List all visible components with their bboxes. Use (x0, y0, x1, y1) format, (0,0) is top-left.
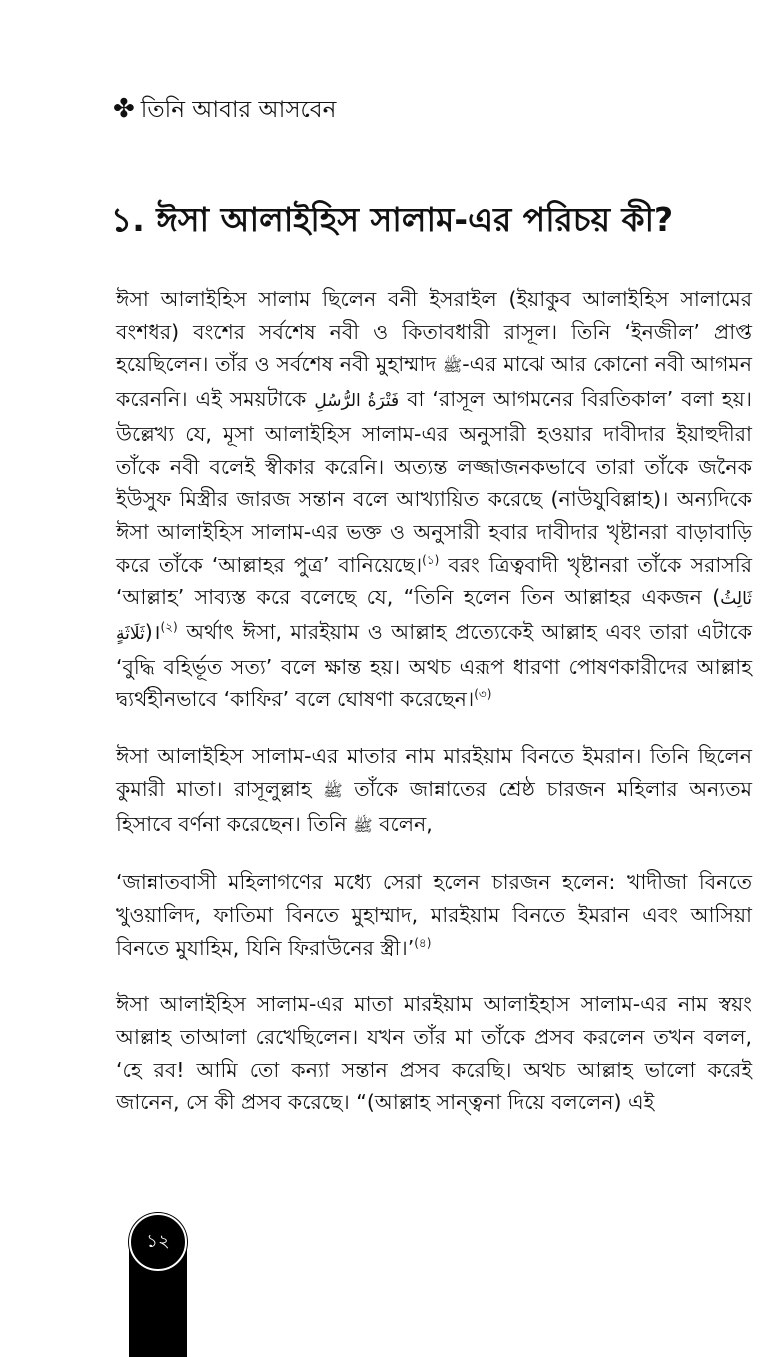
salawat-mark: ﷺ (323, 780, 343, 800)
paragraph-text: ঈসা আলাইহিস সালাম-এর মাতার নাম মারইয়াম বিনতে ইমরান। তিনি ছিলেন কুমারী মাতা। রাসূলুল্লাহ (116, 744, 752, 801)
paragraph-text: বরং ত্রিত্ববাদী খৃষ্টানরা তাঁকে সরাসরি ‘আল্লাহ’ সাব্যস্ত করে বলেছে যে, “তিনি হলেন তিন আল্লাহর একজন ( (116, 552, 752, 610)
paragraph-text: )। (144, 620, 161, 645)
salawat-mark: ﷺ (442, 356, 463, 376)
paragraph-text: বলেন, (372, 811, 433, 836)
paragraph-1 (116, 283, 752, 716)
salawat-mark: ﷺ (353, 815, 373, 835)
running-title: তিনি আবার আসবেন (140, 97, 337, 123)
paragraph-text: -এর মাঝে আর কোনো নবী আগমন করেননি। এই সময়টাকে (116, 352, 753, 412)
paragraph-text: তাঁকে জান্নাতের শ্রেষ্ঠ চারজন মহিলার অন্যতম হিসাবে বর্ণনা করেছেন। তিনি (116, 776, 752, 836)
footnote-ref-4[interactable]: (৪) (414, 935, 432, 950)
paragraph-2 (116, 740, 752, 842)
flower-ornament-icon: ✤ (113, 94, 135, 124)
hadith-quote (116, 866, 752, 964)
paragraph-text: অর্থাৎ ঈসা, মারইয়াম ও আল্লাহ প্রত্যেকেই আল্লাহ এবং তারা এটাকে ‘বুদ্ধি বহির্ভূত সত্য’ বলে ক্ষান্ত হয়। অথচ এরূপ ধারণা পোষণকারীদের আল্লাহ দ্ব্যর্থহীনভাবে ‘কাফির’ বলে ঘোষণা করেছেন। (116, 620, 752, 712)
running-header (113, 94, 336, 125)
footnote-ref-1[interactable]: (১) (422, 552, 440, 567)
paragraph-text: ‘জান্নাতবাসী মহিলাগণের মধ্যে সেরা হলেন চারজন হলেন: খাদীজা বিনতে খুওয়ালিদ, ফাতিমা বিনতে মুহাম্মাদ, মারইয়াম বিনতে ইমরান এবং আসিয়া বিনতে মুযাহিম, যিনি ফিরাউনের স্ত্রী।’ (116, 870, 752, 960)
page-number-tab (129, 1213, 187, 1357)
arabic-term: فَتْرَةُ الرُّسُلِ (314, 391, 400, 412)
paragraph-text: ঈসা আলাইহিস সালাম ছিলেন বনী ইসরাইল (ইয়াকুব আলাইহিস সালামের বংশধর) বংশের সর্বশেষ নবী ও কিতাবধারী রাসূল। তিনি ‘ইনজীল’ প্রাপ্ত হয়েছিলেন। তাঁর ও সর্বশেষ নবী মুহাম্মাদ (116, 287, 752, 377)
page-number: ১২ (129, 1213, 187, 1271)
paragraph-text: বা ‘রাসূল আগমনের বিরতিকাল’ বলা হয়। উল্লেখ্য যে, মূসা আলাইহিস সালাম-এর অনুসারী হওয়ার দাবীদার ইয়াহুদীরা তাঁকে নবী বলেই স্বীকার করেনি। অত্যন্ত লজ্জাজনকভাবে তারা তাঁকে জনৈক ইউসুফ মিস্ত্রীর জারজ সন্তান বলে আখ্যায়িত করেছে (নাউযুবিল্লাহ)। অন্যদিকে ঈসা আলাইহিস সালাম-এর ভক্ত ও অনুসারী হবার দাবীদার খৃষ্টানরা বাড়াবাড়ি করে তাঁকে ‘আল্লাহর পুত্র’ বানিয়েছে। (116, 387, 752, 577)
paragraph-4 (116, 988, 752, 1119)
chapter-title: ১. ঈসা আলাইহিস সালাম-এর পরিচয় কী? (110, 200, 674, 239)
arabic-term: ثَالِثُ ثَلَاثَةٍ (116, 589, 752, 645)
footnote-ref-2[interactable]: (২) (160, 620, 178, 635)
paragraph-text: ঈসা আলাইহিস সালাম-এর মাতা মারইয়াম আলাইহাস সালাম-এর নাম স্বয়ং আল্লাহ তাআলা রেখেছিলেন। যখন তাঁর মা তাঁকে প্রসব করলেন তখন বলল, ‘হে রব! আমি তো কন্যা সন্তান প্রসব করেছি। অথচ আল্লাহ ভালো করেই জানেন, সে কী প্রসব করেছে। “(আল্লাহ সান্ত্বনা দিয়ে বললেন) এই (116, 992, 752, 1115)
footnote-ref-3[interactable]: (৩) (474, 687, 492, 702)
body-text (116, 283, 752, 1143)
